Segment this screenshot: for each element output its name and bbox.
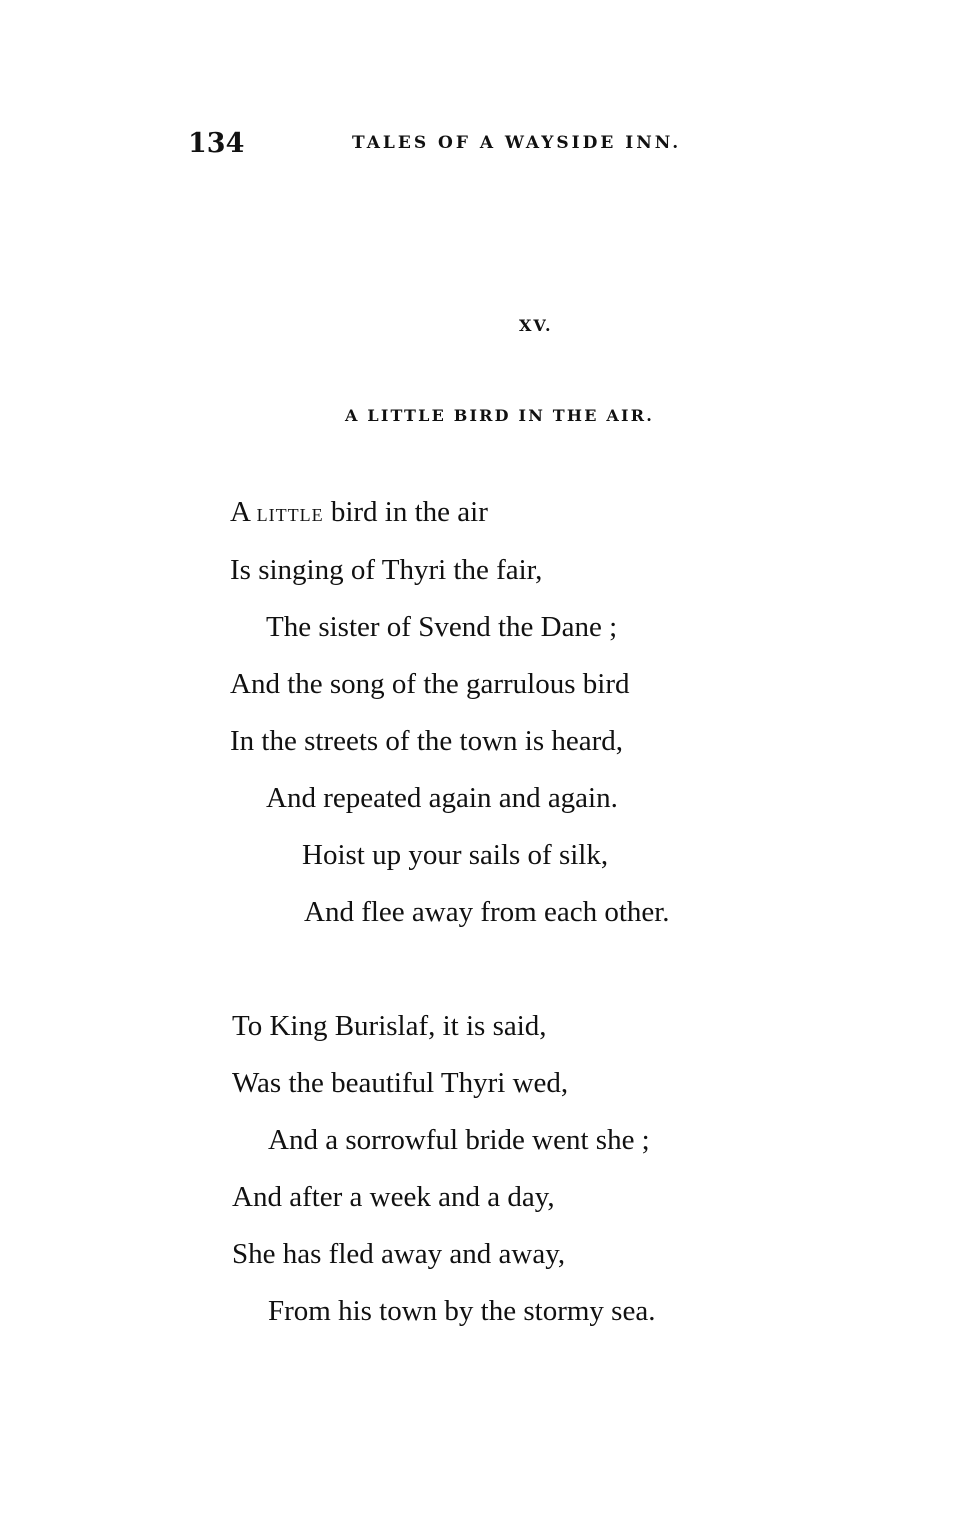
poem-line-start: A bbox=[230, 496, 257, 528]
poem-line: And flee away from each other. bbox=[304, 896, 670, 928]
section-title: A LITTLE BIRD IN THE AIR. bbox=[345, 406, 654, 425]
poem-line: And the song of the garrulous bird bbox=[230, 668, 630, 700]
poem-line: And repeated again and again. bbox=[266, 782, 618, 814]
poem-line: She has fled away and away, bbox=[232, 1238, 566, 1270]
poem-line: The sister of Svend the Dane ; bbox=[266, 611, 618, 643]
running-title: TALES OF A WAYSIDE INN. bbox=[352, 133, 682, 153]
poem-line-smallcaps: little bbox=[256, 500, 324, 527]
page-number: 134 bbox=[188, 128, 245, 159]
poem-line-rest: bird in the air bbox=[323, 496, 488, 528]
poem-line: Hoist up your sails of silk, bbox=[302, 839, 609, 871]
poem-line: And a sorrowful bride went she ; bbox=[268, 1124, 650, 1156]
poem-line: In the streets of the town is heard, bbox=[230, 725, 624, 757]
poem-line: To King Burislaf, it is said, bbox=[232, 1010, 547, 1042]
poem-line: And after a week and a day, bbox=[232, 1181, 555, 1213]
poem-line: From his town by the stormy sea. bbox=[268, 1295, 656, 1327]
poem-line bbox=[230, 498, 488, 527]
poem-line: Was the beautiful Thyri wed, bbox=[232, 1067, 569, 1099]
section-number: XV. bbox=[519, 316, 553, 335]
poem-line: Is singing of Thyri the fair, bbox=[230, 554, 543, 586]
